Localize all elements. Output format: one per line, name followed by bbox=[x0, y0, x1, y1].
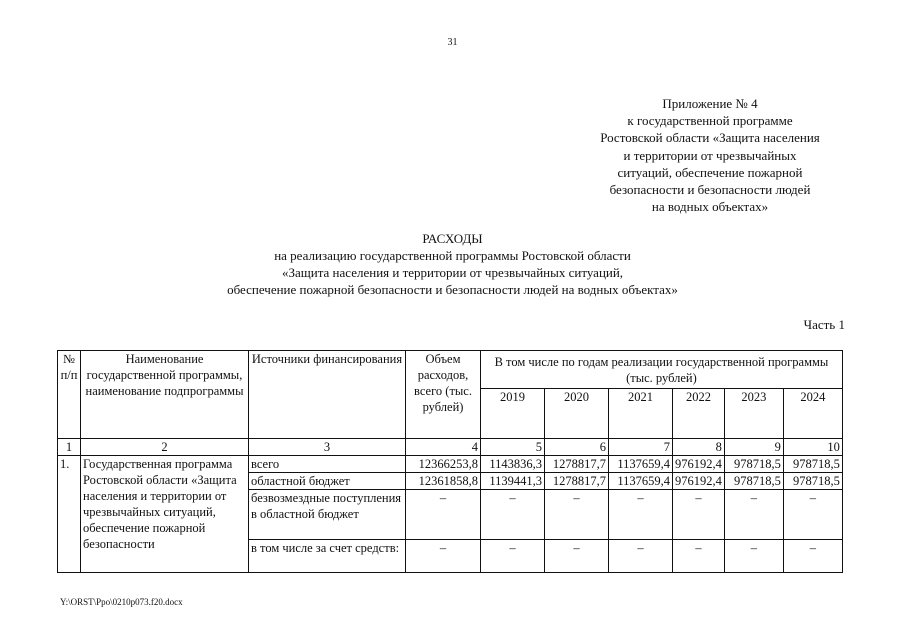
column-number: 2 bbox=[81, 439, 249, 456]
value-cell: – bbox=[673, 540, 725, 573]
header-year: 2021 bbox=[609, 389, 673, 439]
value-cell: – bbox=[724, 490, 783, 540]
title-line: на реализацию государственной программы Ростовской области bbox=[274, 248, 631, 263]
column-number: 3 bbox=[249, 439, 406, 456]
column-number: 1 bbox=[58, 439, 81, 456]
value-cell: – bbox=[783, 490, 842, 540]
title-line: «Защита населения и территории от чрезвычайных ситуаций, bbox=[281, 265, 624, 280]
column-number: 4 bbox=[406, 439, 481, 456]
value-cell: – bbox=[609, 540, 673, 573]
appendix-line: безопасности и безопасности людей bbox=[609, 182, 811, 198]
header-year: 2024 bbox=[783, 389, 842, 439]
value-cell: 1278817,7 bbox=[545, 456, 609, 473]
header-total: Объем расходов, всего (тыс. рублей) bbox=[406, 351, 481, 439]
appendix-note bbox=[560, 95, 860, 215]
value-cell: 12366253,8 bbox=[406, 456, 481, 473]
value-cell: 978718,5 bbox=[783, 473, 842, 490]
value-cell: – bbox=[406, 540, 481, 573]
table-row bbox=[58, 456, 843, 473]
value-cell: 978718,5 bbox=[783, 456, 842, 473]
appendix-line: к государственной программе bbox=[627, 113, 793, 129]
column-number: 7 bbox=[609, 439, 673, 456]
document-title bbox=[0, 230, 905, 298]
value-cell: 978718,5 bbox=[724, 473, 783, 490]
value-cell: 12361858,8 bbox=[406, 473, 481, 490]
appendix-line: ситуаций, обеспечение пожарной bbox=[617, 164, 803, 180]
header-years-caption: В том числе по годам реализации государственной программы (тыс. рублей) bbox=[481, 351, 843, 389]
column-number: 5 bbox=[481, 439, 545, 456]
column-number: 8 bbox=[673, 439, 725, 456]
header-year: 2023 bbox=[724, 389, 783, 439]
column-number: 9 bbox=[724, 439, 783, 456]
header-source: Источники финансирования bbox=[249, 351, 406, 439]
header-year: 2020 bbox=[545, 389, 609, 439]
value-cell: 1278817,7 bbox=[545, 473, 609, 490]
source-cell: областной бюджет bbox=[249, 473, 406, 490]
source-cell: безвозмездные поступления в областной бюджет bbox=[249, 490, 406, 540]
item-number: 1. bbox=[58, 456, 81, 573]
value-cell: 1139441,3 bbox=[481, 473, 545, 490]
header-year: 2022 bbox=[673, 389, 725, 439]
column-number: 6 bbox=[545, 439, 609, 456]
value-cell: – bbox=[545, 540, 609, 573]
title-line: обеспечение пожарной безопасности и безопасности людей на водных объектах» bbox=[227, 282, 678, 297]
appendix-line: Ростовской области «Защита населения bbox=[600, 130, 820, 146]
header-year: 2019 bbox=[481, 389, 545, 439]
header-name: Наименование государственной программы, наименование подпрограммы bbox=[81, 351, 249, 439]
source-cell: всего bbox=[249, 456, 406, 473]
source-cell: в том числе за счет средств: bbox=[249, 540, 406, 573]
title-heading: РАСХОДЫ bbox=[422, 231, 483, 246]
value-cell: – bbox=[609, 490, 673, 540]
appendix-line: на водных объектах» bbox=[651, 199, 769, 215]
value-cell: – bbox=[406, 490, 481, 540]
value-cell: – bbox=[481, 540, 545, 573]
appendix-line: и территории от чрезвычайных bbox=[623, 147, 797, 163]
appendix-line: Приложение № 4 bbox=[662, 96, 758, 111]
file-path-footer: Y:\ORST\Ppo\0210p073.f20.docx bbox=[60, 597, 183, 607]
value-cell: 976192,4 bbox=[673, 473, 725, 490]
value-cell: – bbox=[545, 490, 609, 540]
expenses-table bbox=[57, 350, 843, 573]
column-number: 10 bbox=[783, 439, 842, 456]
value-cell: 1143836,3 bbox=[481, 456, 545, 473]
value-cell: – bbox=[481, 490, 545, 540]
value-cell: 1137659,4 bbox=[609, 456, 673, 473]
page-number: 31 bbox=[447, 37, 458, 48]
value-cell: 1137659,4 bbox=[609, 473, 673, 490]
item-name: Государственная программа Ростовской области «Защита населения и территории от чрезвычайных ситуаций, обеспечение пожарной безопасности bbox=[81, 456, 249, 573]
value-cell: 978718,5 bbox=[724, 456, 783, 473]
header-num: № п/п bbox=[58, 351, 81, 439]
value-cell: – bbox=[724, 540, 783, 573]
value-cell: – bbox=[783, 540, 842, 573]
part-label: Часть 1 bbox=[803, 317, 845, 332]
value-cell: – bbox=[673, 490, 725, 540]
value-cell: 976192,4 bbox=[673, 456, 725, 473]
